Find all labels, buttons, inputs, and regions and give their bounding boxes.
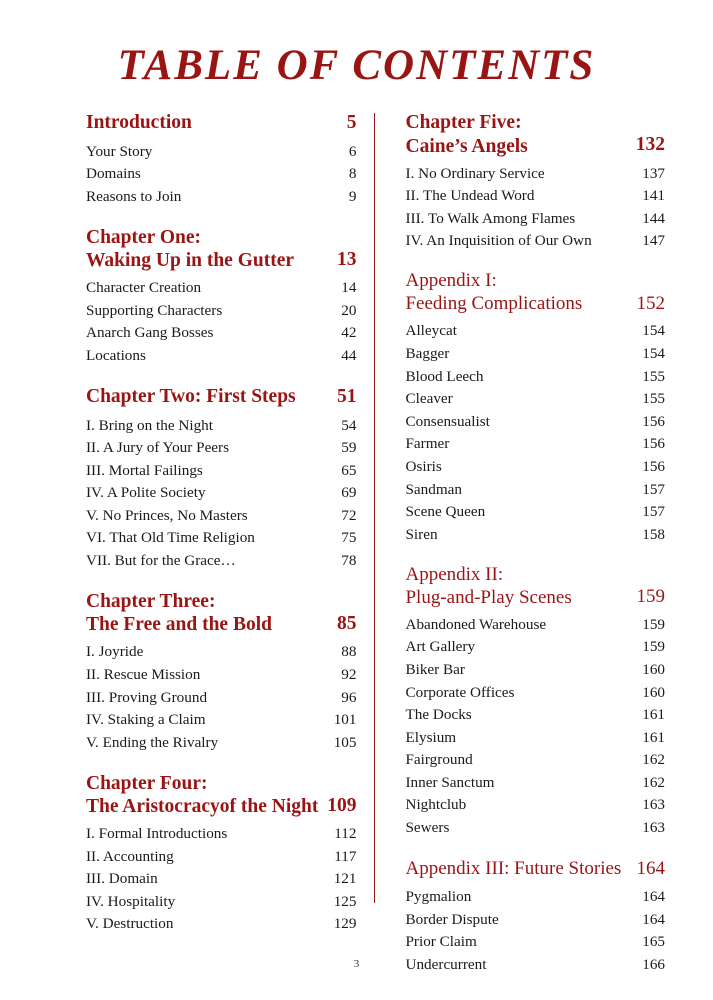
toc-entry-page: 9 [348,187,357,205]
toc-entry-title: Alleycat [405,322,457,340]
toc-section-heading-title: Appendix III: Future Stories [405,858,622,880]
toc-entry-page: 164 [642,887,665,905]
toc-entry[interactable] [86,845,356,868]
heading-line-1: Appendix II: [405,563,504,585]
toc-section [86,226,356,367]
toc-entry[interactable] [405,931,665,954]
toc-section [405,270,665,545]
heading-line-1: Appendix I: [405,270,497,292]
toc-section [86,111,356,208]
toc-entry[interactable] [86,663,356,686]
toc-entry-page: 144 [642,209,665,227]
toc-entry-list [86,641,356,754]
toc-section-heading-page: 109 [327,794,357,816]
toc-entry-list [86,140,356,208]
toc-section [86,590,356,754]
toc-entry-title: Border Dispute [405,910,499,928]
heading-line-2: The Aristocracyof the Night [86,796,319,818]
toc-entry-title: Prior Claim [405,933,477,951]
toc-entry-title: III. To Walk Among Flames [405,209,576,227]
toc-entry-page: 157 [642,480,665,498]
toc-entry-title: Consensualist [405,412,490,430]
toc-entry-title: Blood Leech [405,367,484,385]
toc-entry-title: Inner Sanctum [405,773,495,791]
toc-entry-title: V. Destruction [86,915,174,933]
toc-entry-title: Corporate Offices [405,683,515,701]
toc-section-heading-page: 132 [635,134,665,156]
toc-section-heading-title [86,772,327,819]
toc-entry-page: 141 [642,187,665,205]
toc-entry-title: II. Accounting [86,847,174,865]
heading-line-1: Chapter Four: [86,772,208,794]
toc-entry-page: 156 [642,412,665,430]
toc-entry-page: 159 [642,638,665,656]
toc-entry-title: Art Gallery [405,638,476,656]
toc-entry[interactable] [86,709,356,732]
toc-entry-page: 157 [642,503,665,521]
toc-entry-title: Elysium [405,728,457,746]
toc-entry[interactable] [405,908,665,931]
toc-section-heading-page: 152 [636,292,665,314]
toc-entry-page: 121 [333,870,357,888]
toc-entry[interactable] [405,659,665,682]
toc-entry-page: 101 [333,711,357,729]
toc-entry[interactable] [86,482,356,505]
toc-entry-title: I. Formal Introductions [86,825,228,843]
toc-entry[interactable] [405,749,665,772]
heading-line-1: Chapter Five: [405,112,522,134]
toc-section-heading[interactable] [86,590,356,637]
toc-entry-page: 8 [348,165,357,183]
toc-entry-list [405,613,665,839]
toc-entry-page: 54 [341,416,357,434]
toc-section-heading[interactable] [86,111,356,136]
toc-entry-page: 129 [333,915,357,933]
toc-section-heading-title [405,111,635,158]
toc-section [86,385,356,572]
toc-entry-page: 112 [334,825,357,843]
toc-entry[interactable] [405,388,665,411]
toc-entry-page: 59 [341,439,357,457]
toc-entry[interactable] [86,504,356,527]
toc-entry-title: II. The Undead Word [405,187,535,205]
toc-entry-title: Abandoned Warehouse [405,615,547,633]
toc-entry-page: 125 [333,892,357,910]
toc-entry-page: 14 [341,279,357,297]
toc-entry-page: 154 [642,322,665,340]
toc-entry-page: 163 [642,819,665,837]
toc-entry-list [405,162,665,252]
toc-entry[interactable] [405,433,665,456]
toc-entry-page: 6 [348,142,357,160]
toc-entry-title: I. Joyride [86,643,144,661]
toc-entry-title: Locations [86,347,146,364]
heading-line-2: Plug-and-Play Scenes [405,586,572,608]
toc-entry-page: 163 [642,796,665,814]
toc-section-heading[interactable] [86,226,356,273]
heading-line-2: Feeding Complications [405,293,583,315]
toc-section-heading-title [405,270,636,316]
toc-entry-page: 105 [333,733,357,751]
toc-entry-title: IV. Staking a Claim [86,711,206,729]
toc-section-heading-title [86,226,337,273]
toc-entry[interactable] [86,641,356,664]
toc-entry[interactable] [405,410,665,433]
toc-entry[interactable] [405,185,665,208]
toc-entry[interactable] [405,636,665,659]
toc-entry[interactable] [86,868,356,891]
toc-entry-title: Domains [86,165,141,183]
toc-entry-title: IV. An Inquisition of Our Own [405,232,592,250]
toc-entry[interactable] [86,414,356,437]
toc-entry[interactable] [86,345,356,368]
toc-entry-page: 72 [341,506,357,524]
toc-entry-list [405,320,665,546]
toc-entry-title: IV. A Polite Society [86,484,206,502]
toc-entry[interactable] [405,771,665,794]
toc-section-heading[interactable] [86,385,356,410]
toc-section-heading-page: 85 [336,612,357,634]
toc-entry[interactable] [405,320,665,343]
toc-entry[interactable] [86,459,356,482]
toc-entry-title: Your Story [86,142,153,160]
toc-entry-page: 156 [642,435,665,453]
toc-section-heading[interactable] [405,564,665,610]
toc-entry[interactable] [405,794,665,817]
toc-entry-page: 165 [642,933,665,951]
toc-entry-page: 44 [341,347,357,364]
toc-entry-title: Sandman [405,480,463,498]
toc-entry-page: 166 [642,955,665,973]
toc-entry-page: 65 [341,461,357,479]
toc-entry[interactable] [86,299,356,322]
toc-entry-title: Pygmalion [405,887,472,905]
toc-entry[interactable] [405,817,665,840]
toc-entry-page: 42 [341,324,357,342]
toc-entry[interactable] [86,527,356,550]
toc-entry-list [86,823,356,936]
toc-entry[interactable] [86,277,356,300]
toc-entry-title: II. A Jury of Your Peers [86,439,230,457]
toc-entry-title: Osiris [405,457,442,475]
toc-entry-page: 137 [642,164,665,182]
toc-entry-title: VI. That Old Time Religion [86,529,255,547]
toc-section-heading[interactable] [405,111,665,158]
toc-entry-page: 156 [642,457,665,475]
toc-entry-page: 69 [341,484,357,502]
toc-entry-page: 164 [642,910,665,928]
toc-entry-page: 92 [341,665,357,683]
toc-entry[interactable] [86,686,356,709]
toc-entry[interactable] [405,162,665,185]
toc-entry-page: 158 [642,525,665,543]
toc-entry[interactable] [86,185,356,208]
toc-entry-title: Supporting Characters [86,301,223,319]
toc-section-heading-title: Chapter Two: First Steps [86,386,296,408]
toc-entry[interactable] [405,704,665,727]
toc-entry-page: 96 [341,688,357,706]
toc-entry-page: 160 [642,661,665,679]
toc-entry-title: Nightclub [405,796,467,814]
toc-entry[interactable] [86,140,356,163]
toc-section [405,564,665,839]
heading-line-1: Chapter One: [86,226,202,248]
toc-entry-title: The Docks [405,706,472,724]
toc-entry-title: Scene Queen [405,503,486,521]
toc-entry[interactable] [86,890,356,913]
toc-columns [0,111,713,993]
toc-entry-title: II. Rescue Mission [86,665,201,683]
toc-entry[interactable] [405,726,665,749]
toc-entry[interactable] [86,913,356,936]
toc-entry[interactable] [405,455,665,478]
toc-entry-title: Fairground [405,751,473,769]
toc-entry-title: I. No Ordinary Service [405,164,545,182]
toc-entry[interactable] [405,501,665,524]
toc-entry[interactable] [405,343,665,366]
toc-entry[interactable] [405,478,665,501]
toc-section [86,772,356,936]
toc-entry-title: Anarch Gang Bosses [86,324,214,342]
toc-entry-title: Sewers [405,819,450,837]
toc-entry-page: 159 [642,615,665,633]
toc-entry-title: V. No Princes, No Masters [86,506,248,524]
toc-entry-page: 75 [341,529,357,547]
toc-entry-title: I. Bring on the Night [86,416,213,434]
toc-entry-page: 117 [334,847,357,865]
toc-entry[interactable] [86,437,356,460]
toc-entry[interactable] [86,550,356,573]
toc-entry-page: 162 [642,773,665,791]
toc-section-heading-title [405,564,636,610]
toc-entry-title: Character Creation [86,279,202,297]
page-title: TABLE OF CONTENTS [117,42,596,89]
toc-entry-title: Farmer [405,435,450,453]
toc-entry-list [86,277,356,367]
toc-section-heading-page: 5 [346,112,357,134]
toc-entry-title: Cleaver [405,390,453,408]
toc-entry[interactable] [405,207,665,230]
heading-line-2: The Free and the Bold [86,614,272,636]
toc-entry-list [86,414,356,572]
toc-entry[interactable] [405,613,665,636]
toc-entry[interactable] [405,230,665,253]
toc-entry-title: Reasons to Join [86,187,182,205]
toc-entry-page: 155 [642,367,665,385]
toc-section-heading[interactable] [405,857,665,881]
heading-line-1: Chapter Three: [86,591,216,613]
toc-section-heading[interactable] [405,270,665,316]
toc-right-column [375,111,665,993]
toc-entry[interactable] [405,365,665,388]
toc-entry-page: 161 [642,728,665,746]
toc-entry-title: Biker Bar [405,661,465,679]
toc-entry[interactable] [86,823,356,846]
heading-line-2: Caine’s Angels [405,135,528,157]
toc-entry-page: 162 [642,751,665,769]
toc-entry-title: Bagger [405,345,450,363]
heading-line-2: Waking Up in the Gutter [86,250,295,272]
toc-section-heading-page: 164 [636,858,665,880]
toc-entry-page: 147 [642,232,665,250]
toc-entry-title: III. Mortal Failings [86,461,203,479]
toc-entry-page: 160 [642,683,665,701]
page-number: 3 [353,958,360,970]
toc-entry-title: Siren [405,525,438,543]
toc-entry[interactable] [86,322,356,345]
toc-section-heading-title [86,590,337,637]
toc-section-heading-title: Introduction [86,112,192,134]
toc-entry-page: 78 [341,552,357,569]
toc-section [405,111,665,252]
toc-section-heading-page: 159 [636,586,665,608]
toc-entry-page: 161 [642,706,665,724]
toc-entry-title: Undercurrent [405,955,487,973]
toc-entry[interactable] [86,731,356,754]
toc-section-heading-page: 13 [336,248,357,270]
toc-entry-page: 154 [642,345,665,363]
toc-entry[interactable] [405,523,665,546]
toc-entry-page: 20 [341,301,357,319]
toc-entry-title: IV. Hospitality [86,892,176,910]
toc-entry-page: 155 [642,390,665,408]
toc-section-heading[interactable] [86,772,356,819]
toc-entry[interactable] [86,163,356,186]
toc-entry[interactable] [405,681,665,704]
toc-entry[interactable] [405,885,665,908]
toc-section-heading-page: 51 [336,386,357,408]
toc-entry-title: V. Ending the Rivalry [86,733,219,751]
toc-entry-title: III. Domain [86,870,158,888]
toc-entry-page: 88 [341,643,357,661]
toc-entry-title: III. Proving Ground [86,688,208,706]
toc-entry-title: VII. But for the Grace… [86,552,236,569]
toc-left-column [86,111,374,993]
